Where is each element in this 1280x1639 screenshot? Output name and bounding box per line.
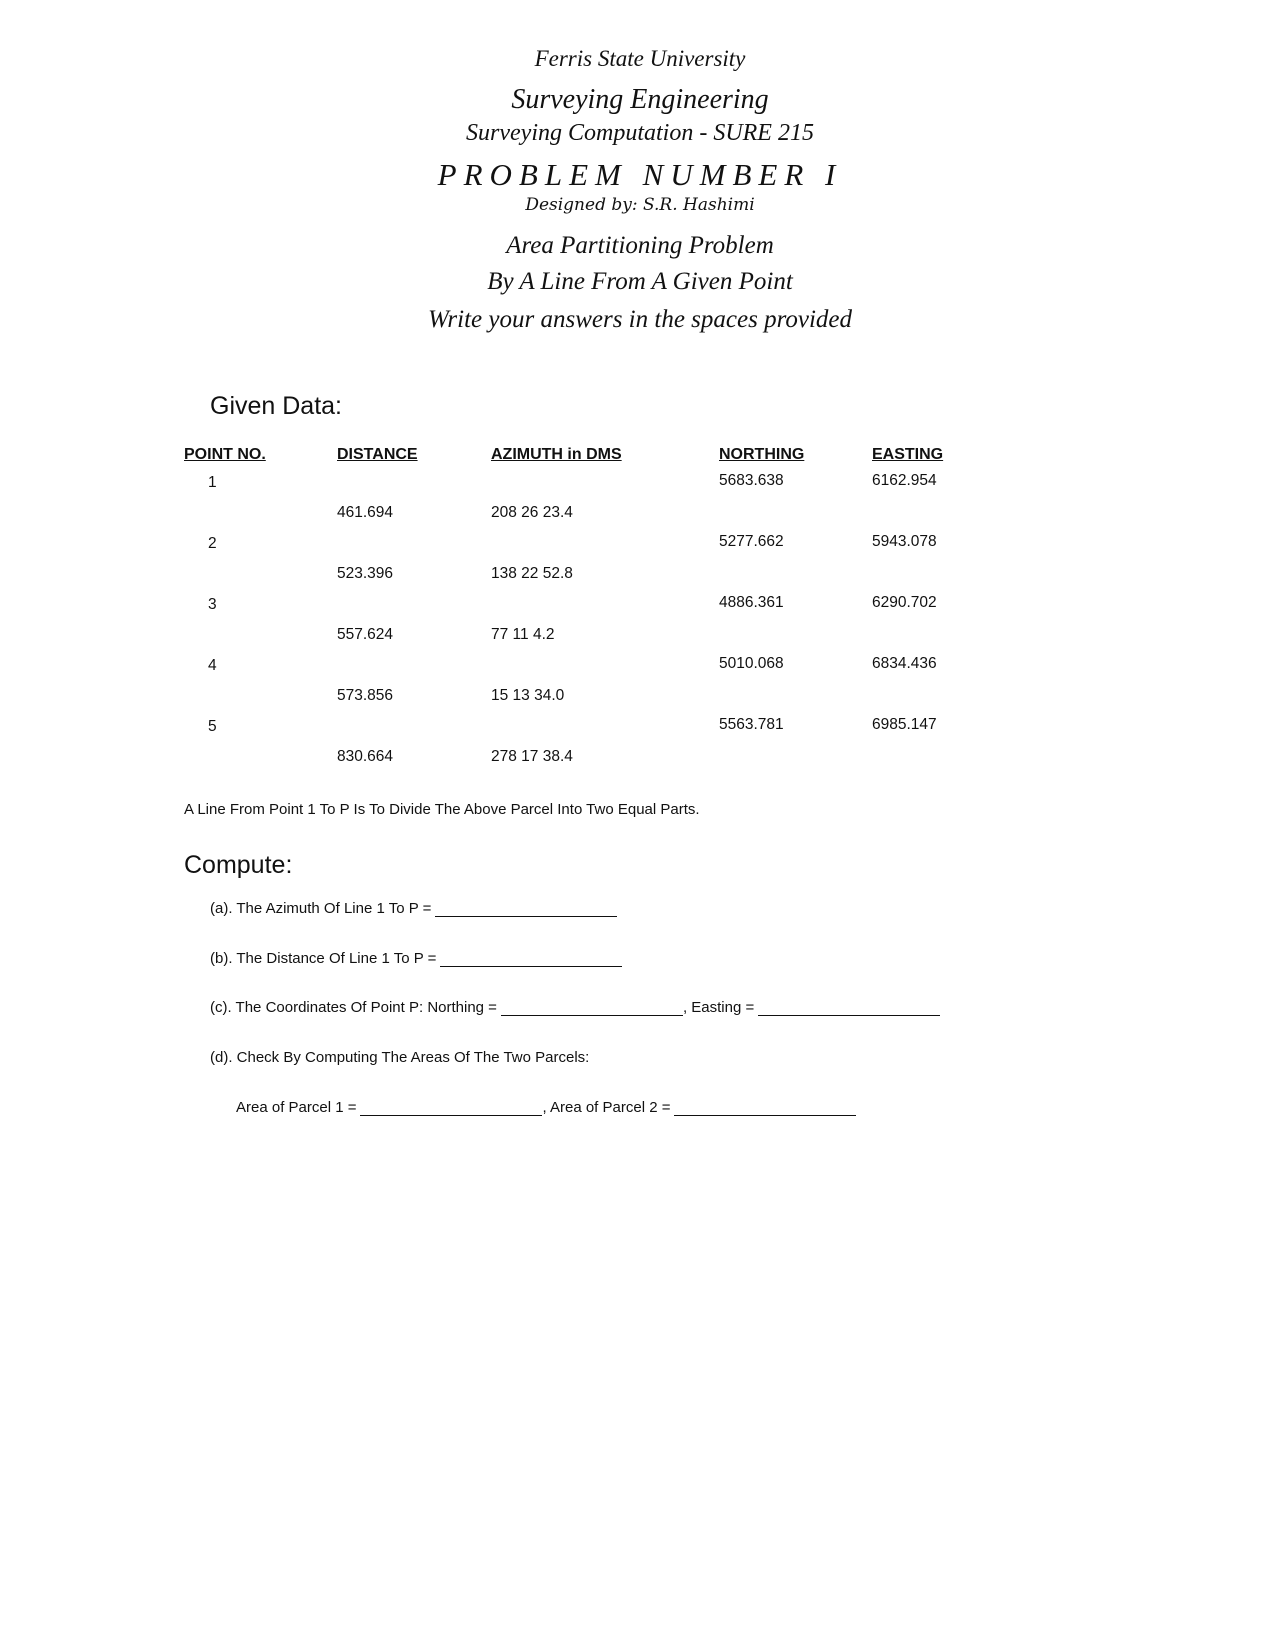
question-c [210,999,940,1016]
compute-heading: Compute: [184,851,293,879]
azimuth-value: 208 26 23.4 [491,504,573,521]
point-no: 3 [208,596,217,613]
col-northing: NORTHING [719,446,805,463]
area-parcel-1-label: Area of Parcel 1 = [236,1099,357,1116]
easting-value: 6290.702 [872,594,937,611]
point-no: 4 [208,657,217,674]
northing-value: 5010.068 [719,655,784,672]
easting-label: , Easting = [682,999,755,1016]
easting-answer-field[interactable] [758,1001,940,1016]
area-parcel-1-field[interactable] [360,1101,542,1116]
instruction-text: Write your answers in the spaces provided [427,306,853,333]
col-easting: EASTING [872,446,944,463]
azimuth-value: 77 11 4.2 [491,626,555,643]
easting-value: 6834.436 [872,655,937,672]
subtopic-title: By A Line From A Given Point [487,268,793,295]
course-title: Surveying Computation - SURE 215 [466,120,814,146]
col-azimuth: AZIMUTH in DMS [491,446,622,463]
northing-answer-field[interactable] [501,1001,683,1016]
question-b-label: (b). The Distance Of Line 1 To P = [210,950,437,967]
question-a-label: (a). The Azimuth Of Line 1 To P = [210,900,432,917]
easting-value: 5943.078 [872,533,937,550]
azimuth-value: 138 22 52.8 [491,565,573,582]
problem-title: PROBLEM NUMBER I [437,157,843,192]
question-a [210,900,617,917]
point-no: 5 [208,718,217,735]
northing-value: 5277.662 [719,533,784,550]
northing-value: 5683.638 [719,472,784,489]
topic-title: Area Partitioning Problem [506,232,774,259]
area-parcel-2-label: , Area of Parcel 2 = [542,1099,671,1116]
azimuth-value: 278 17 38.4 [491,748,573,765]
northing-value: 4886.361 [719,594,784,611]
easting-value: 6162.954 [872,472,937,489]
designer-credit: Designed by: S.R. Hashimi [525,195,755,215]
point-no: 1 [208,474,217,491]
distance-value: 523.396 [337,565,394,582]
col-point-no: POINT NO. [184,446,266,463]
azimuth-value: 15 13 34.0 [491,687,565,704]
azimuth-answer-field[interactable] [435,902,617,917]
question-d: (d). Check By Computing The Areas Of The Two Parcels: [210,1049,590,1066]
area-answers [236,1099,856,1116]
distance-answer-field[interactable] [440,952,622,967]
distance-value: 573.856 [337,687,394,704]
given-data-heading: Given Data: [210,392,343,420]
university-name: Ferris State University [534,46,746,71]
distance-value: 557.624 [337,626,394,643]
area-parcel-2-field[interactable] [674,1101,856,1116]
distance-value: 830.664 [337,748,394,765]
question-b [210,950,622,967]
col-distance: DISTANCE [337,446,418,463]
northing-value: 5563.781 [719,716,784,733]
department-name: Surveying Engineering [511,84,769,115]
problem-statement: A Line From Point 1 To P Is To Divide The Above Parcel Into Two Equal Parts. [184,801,700,818]
point-no: 2 [208,535,217,552]
easting-value: 6985.147 [872,716,937,733]
question-c-label: (c). The Coordinates Of Point P: Northing = [210,999,497,1016]
distance-value: 461.694 [337,504,394,521]
